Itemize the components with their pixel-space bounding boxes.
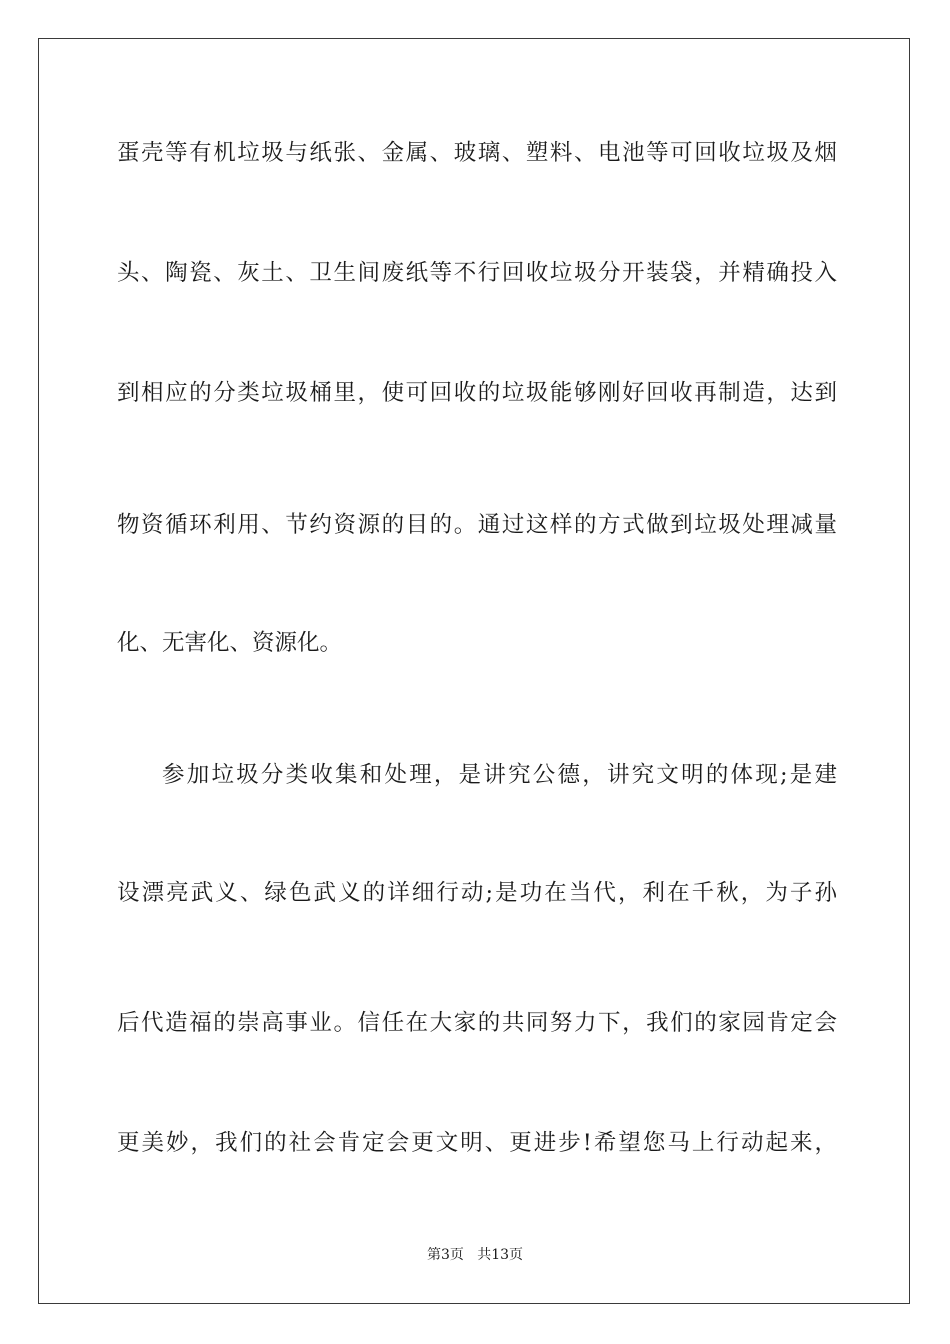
paragraph-line-7: 设漂亮武义、绿色武义的详细行动;是功在当代，利在千秋，为子孙	[117, 880, 837, 906]
paragraph-line-5: 化、无害化、资源化。	[117, 630, 343, 656]
paragraph-line-8: 后代造福的崇高事业。信任在大家的共同努力下，我们的家园肯定会	[117, 1010, 837, 1036]
page-border	[38, 38, 910, 1304]
page-number-footer: 第3页 共13页	[426, 1247, 524, 1263]
paragraph-line-2: 头、陶瓷、灰土、卫生间废纸等不行回收垃圾分开装袋，并精确投入	[117, 260, 837, 286]
paragraph-line-4: 物资循环利用、节约资源的目的。通过这样的方式做到垃圾处理减量	[117, 512, 837, 538]
paragraph-line-6: 参加垃圾分类收集和处理，是讲究公德，讲究文明的体现;是建	[162, 762, 837, 788]
paragraph-line-9: 更美妙，我们的社会肯定会更文明、更进步!希望您马上行动起来，	[117, 1130, 837, 1156]
paragraph-line-1: 蛋壳等有机垃圾与纸张、金属、玻璃、塑料、电池等可回收垃圾及烟	[117, 140, 837, 166]
paragraph-line-3: 到相应的分类垃圾桶里，使可回收的垃圾能够刚好回收再制造，达到	[117, 380, 837, 406]
